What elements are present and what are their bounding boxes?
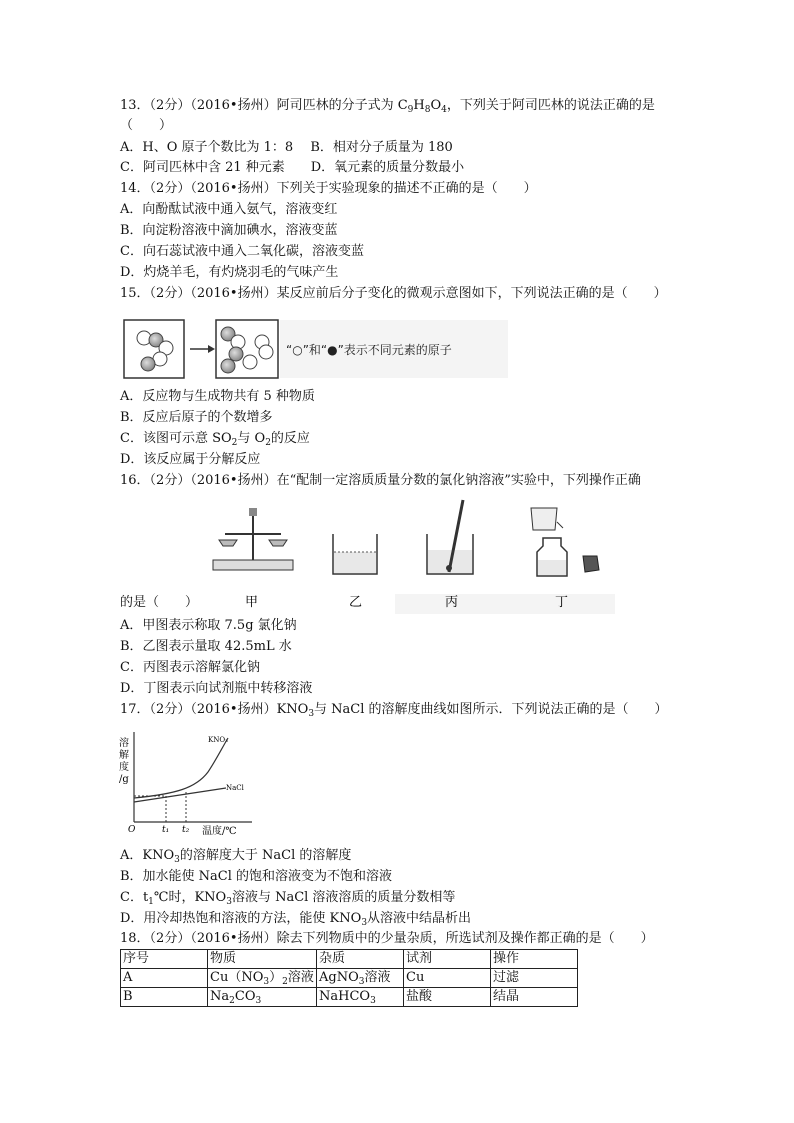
q17-option-b: B．加水能使 NaCl 的饱和溶液变为不饱和溶液 <box>120 869 393 884</box>
q17-stem: 17．（2分）（2016•扬州）$KNO_3$与 NaCl 的溶解度曲线如图所示．下列说法正确的是（ ） <box>120 702 668 719</box>
nacl-label: NaCl <box>226 784 244 792</box>
svg-text:O: O <box>128 825 136 835</box>
q13-options-cd: C．阿司匹林中含 21 种元素 D．氧元素的质量分数最小 <box>120 160 465 175</box>
q17-option-c: C．$t_1℃$时，$KNO_3$溶液与 NaCl 溶液溶质的质量分数相等 <box>120 890 456 907</box>
q15-option-d: D．该反应属于分解反应 <box>120 452 261 467</box>
table-row: B $Na_2CO_3$ NaHCO$_3$ 盐酸 结晶 <box>121 988 578 1007</box>
q16-stem: 16．（2分）（2016•扬州）在“配制一定溶质质量分数的氯化钠溶液”实验中，下列操作正确 <box>120 473 641 488</box>
q16-stem-cont: 的是（ ） <box>120 595 199 610</box>
q16-option-b: B．乙图表示量取 42.5mL 水 <box>120 639 292 654</box>
label-jia: 甲 <box>245 595 259 610</box>
q15-option-c: C．该图可示意 $SO_2$与 $O_2$的反应 <box>120 431 310 448</box>
x-axis-label: 温度/℃ <box>202 826 237 837</box>
y-axis-label-1: 溶 <box>119 738 129 749</box>
balance-icon <box>213 508 293 570</box>
q17-option-d: D．用冷却热饱和溶液的方法，能使 $KNO_3$从溶液中结晶析出 <box>120 911 472 928</box>
q18-stem: 18．（2分）（2016•扬州）除去下列物质中的少量杂质，所选试剂及操作都正确的是（ ） <box>120 931 654 946</box>
q16-option-a: A．甲图表示称取 7.5g 氯化钠 <box>120 618 297 633</box>
q13-paren: （ ） <box>120 118 173 133</box>
kno3-curve <box>134 738 228 798</box>
q16-option-d: D．丁图表示向试剂瓶中转移溶液 <box>120 681 313 696</box>
q14-stem: 14．（2分）（2016•扬州）下列关于实验现象的描述不正确的是（ ） <box>120 181 537 196</box>
label-yi: 乙 <box>349 595 363 610</box>
svg-text:解: 解 <box>119 750 129 761</box>
table-row: A $Cu(NO_3)_2$溶液 AgNO$_3$溶液 Cu 过滤 <box>121 969 578 988</box>
svg-text:度: 度 <box>119 762 129 773</box>
beaker-icon <box>333 534 377 574</box>
q15-option-a: A．反应物与生成物共有 5 种物质 <box>120 389 315 404</box>
stirring-beaker-icon <box>427 500 473 574</box>
q14-option-b: B．向淀粉溶液中滴加碘水，溶液变蓝 <box>120 223 338 238</box>
q13-stem: 13．（2分）（2016•扬州）阿司匹林的分子式为 $C_9H_8O_4$，下列关于阿司匹林的说法正确的是 <box>120 98 655 115</box>
q14-option-a: A．向酚酞试液中通入氨气，溶液变红 <box>120 202 338 217</box>
q14-option-d: D．灼烧羊毛，有灼烧羽毛的气味产生 <box>120 265 339 280</box>
pouring-bottle-icon <box>531 508 599 576</box>
q14-option-c: C．向石蕊试液中通入二氧化碳，溶液变蓝 <box>120 244 364 259</box>
q15-molecule-diagram <box>120 318 510 380</box>
q17-option-a: A．$KNO_3$的溶解度大于 NaCl 的溶解度 <box>120 848 352 865</box>
q15-stem: 15．（2分）（2016•扬州）某反应前后分子变化的微观示意图如下，下列说法正确的是（ ） <box>120 286 667 301</box>
kno3-label: KNO₃ <box>208 736 228 744</box>
label-ding: 丁 <box>555 595 569 610</box>
q16-apparatus-diagram <box>205 494 625 614</box>
svg-text:t₁: t₁ <box>162 825 170 835</box>
q18-table <box>120 949 578 1007</box>
q15-option-b: B．反应后原子的个数增多 <box>120 410 273 425</box>
label-bing: 丙 <box>445 595 459 610</box>
q17-solubility-chart <box>116 728 256 840</box>
svg-text:t₂: t₂ <box>182 825 190 835</box>
q13-options-ab: A．H、O 原子个数比为 1：8 B．相对分子质量为 180 <box>120 140 453 155</box>
table-header-row: 序号 物质 杂质 试剂 操作 <box>121 950 578 969</box>
svg-text:/g: /g <box>119 774 129 785</box>
q15-legend: “○”和“●”表示不同元素的原子 <box>286 343 452 357</box>
q16-option-c: C．丙图表示溶解氯化钠 <box>120 660 260 675</box>
